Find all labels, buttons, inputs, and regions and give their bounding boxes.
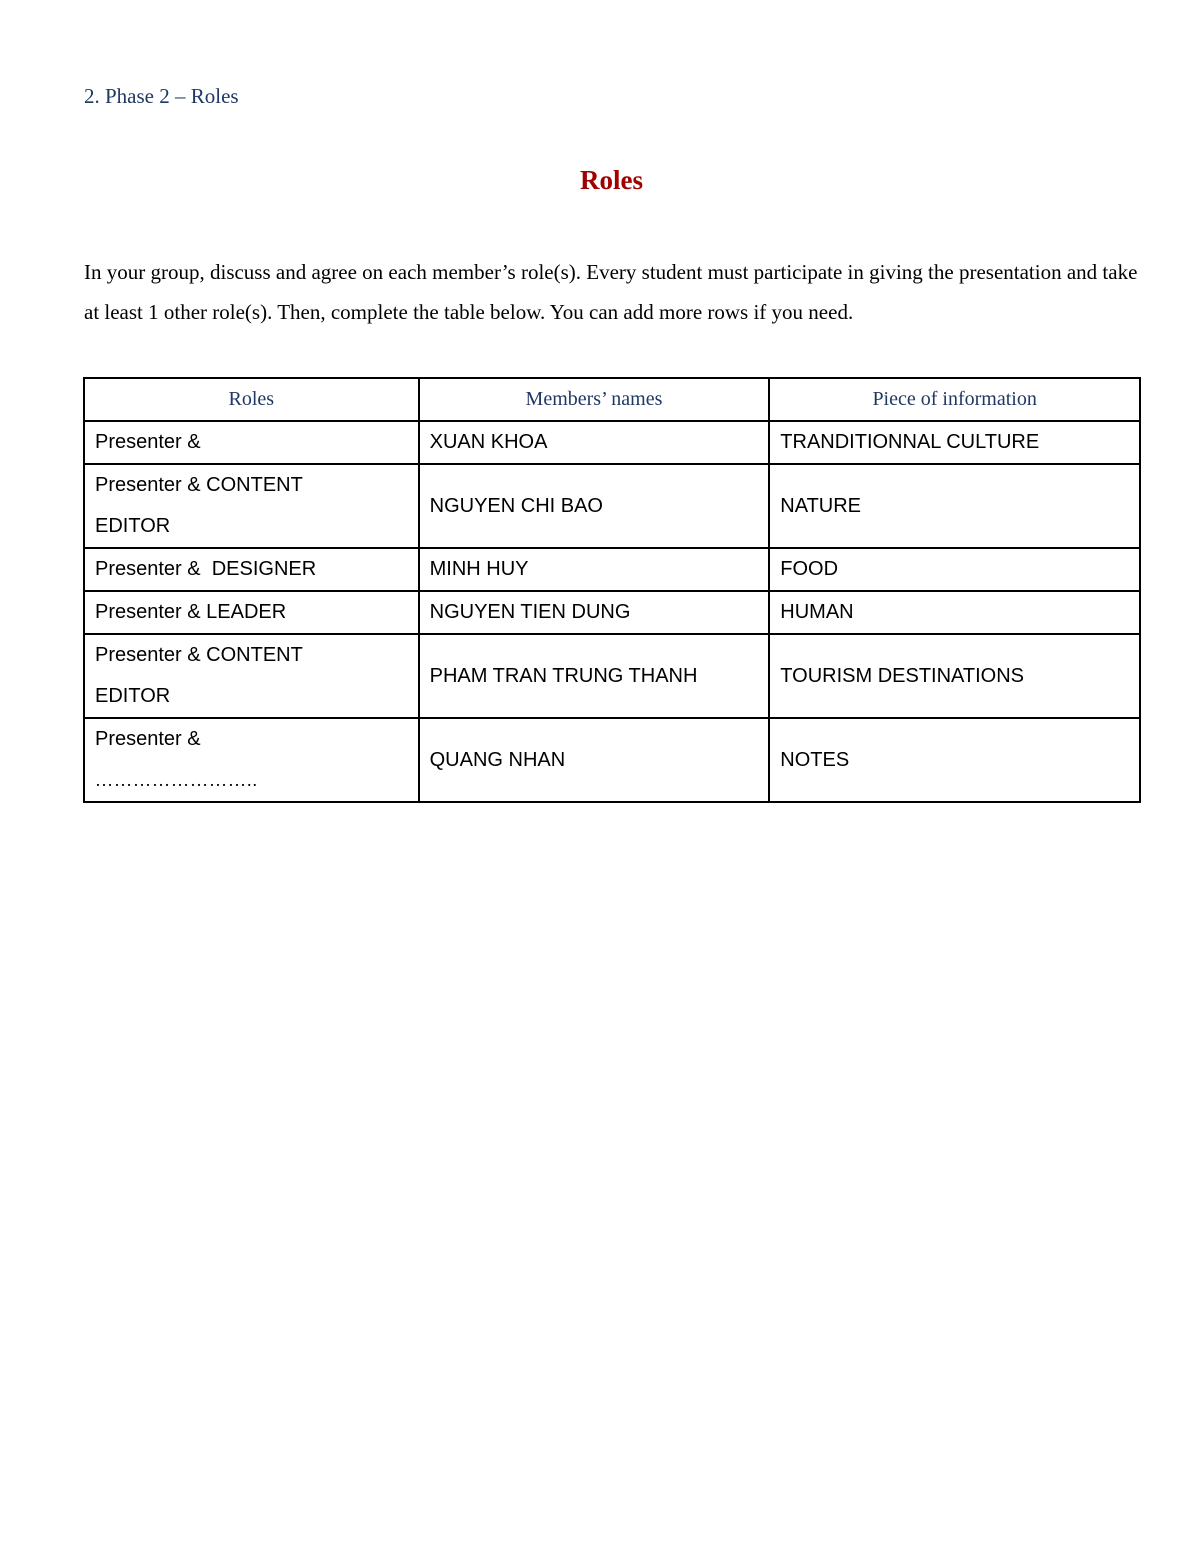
role-cell	[84, 591, 419, 634]
table-row	[84, 464, 1140, 548]
member-name-cell: QUANG NHAN	[419, 718, 770, 802]
info-cell: NATURE	[769, 464, 1140, 548]
role-text: Presenter &	[95, 431, 201, 453]
instructions-paragraph: In your group, discuss and agree on each member’s role(s). Every student must participate in giving the presentation and take at least 1 other role(s). Then, complete the table below. You can add more rows if you need.	[84, 260, 1138, 324]
member-name-cell: NGUYEN CHI BAO	[419, 464, 770, 548]
role-text: Presenter & DESIGNER	[95, 558, 317, 580]
roles-table	[83, 377, 1141, 803]
header-roles: Roles	[84, 378, 419, 421]
role-text-continued: EDITOR	[95, 515, 171, 537]
role-cell	[84, 421, 419, 464]
info-cell: TRANDITIONNAL CULTURE	[769, 421, 1140, 464]
table-row	[84, 591, 1140, 634]
section-heading: 2. Phase 2 – Roles	[84, 84, 239, 108]
info-cell: FOOD	[769, 548, 1140, 591]
member-name-cell: NGUYEN TIEN DUNG	[419, 591, 770, 634]
page-title: Roles	[580, 165, 643, 195]
header-piece-of-information: Piece of information	[769, 378, 1140, 421]
info-cell: HUMAN	[769, 591, 1140, 634]
table-row	[84, 548, 1140, 591]
table-row	[84, 718, 1140, 802]
member-name-cell: PHAM TRAN TRUNG THANH	[419, 634, 770, 718]
role-cell	[84, 634, 419, 718]
role-text: Presenter & CONTENT	[95, 474, 303, 496]
info-cell: TOURISM DESTINATIONS	[769, 634, 1140, 718]
role-cell	[84, 548, 419, 591]
info-cell: NOTES	[769, 718, 1140, 802]
role-text-continued: EDITOR	[95, 685, 171, 707]
member-name-cell: MINH HUY	[419, 548, 770, 591]
role-cell	[84, 718, 419, 802]
table-header-row	[84, 378, 1140, 421]
role-text: Presenter &	[95, 728, 201, 750]
role-cell	[84, 464, 419, 548]
header-members-names: Members’ names	[419, 378, 770, 421]
role-text: Presenter & LEADER	[95, 601, 287, 623]
role-text: Presenter & CONTENT	[95, 644, 303, 666]
table-row	[84, 634, 1140, 718]
table-row	[84, 421, 1140, 464]
role-placeholder-dots: ……………………..	[95, 770, 258, 790]
member-name-cell: XUAN KHOA	[419, 421, 770, 464]
